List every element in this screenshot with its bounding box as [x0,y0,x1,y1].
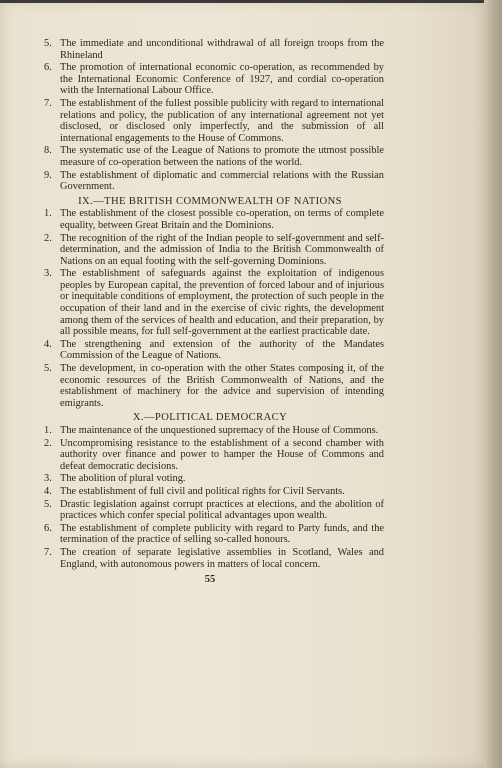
section-heading-political-democracy: X.—POLITICAL DEMOCRACY [132,412,288,424]
list-item: 6. The promotion of international economic co-operation, as recommended by the International Economic Conference of 1927, and cordial co-operation with the International Labour Office. [44,62,384,97]
page-number: 55 [204,574,216,586]
list-item: 1. The establishment of the closest possible co-operation, on terms of complete equality, between Great Britain and the Dominions. [44,208,384,231]
list-item: 6. The establishment of complete publicity with regard to Party funds, and the termination of the practice of selling so-called honours. [44,522,384,546]
list-item: 9. The establishment of diplomatic and commercial relations with the Russian Government. [44,169,384,193]
section-commonwealth-list [36,208,384,409]
top-edge-line [0,0,484,3]
page-edge [484,0,502,768]
list-item: 4. The strengthening and extension of the authority of the Mandates Commission of the League of Nations. [44,338,384,362]
list-item: 2. The recognition of the right of the Indian people to self-government and self-determination, and the admission of India to the British Commonwealth of Nations on an equal footing with the self-governing Dominions. [44,232,384,267]
list-item: 2. Uncompromising resistance to the establishment of a second chamber with authority over finance and power to hamper the House of Commons and defeat democratic decisions. [44,437,384,472]
list-item: 4. The establishment of full civil and political rights for Civil Servants. [44,485,345,497]
section-political-democracy-list [36,425,384,570]
list-item: 3. The abolition of plural voting. [44,473,186,485]
list-item: 5. Drastic legislation against corrupt practices at elections, and the abolition of practices which confer special political advantages upon wealth. [44,498,384,522]
list-item: 7. The creation of separate legislative assemblies in Scotland, Wales and England, with autonomous powers in matters of local concern. [44,546,384,570]
section-foreign-policy-list [36,38,384,193]
list-item: 7. The establishment of the fullest possible publicity with regard to international relations and policy, the publication of any international agreement not yet disclosed, or disclosed only imperfectly, and the submission of all international engagements to the House of Commons. [44,97,384,144]
list-item: 8. The systematic use of the League of Nations to promote the utmost possible measure of co-operation between the nations of the world. [44,145,384,168]
page-content [36,38,384,586]
list-item: 1. The maintenance of the unquestioned supremacy of the House of Commons. [44,425,379,436]
list-item: 3. The establishment of safeguards against the exploitation of indigenous peoples by European capital, the prevention of forced labour and of injurious or inequitable conditions of employment, the protection of such people in the occupation of their land and in the exercise of civic rights, the development among them of the services of health and education, and their preparation, by all possible means, for full self-government at the earliest practicable date. [44,268,384,338]
list-item: 5. The immediate and unconditional withdrawal of all foreign troops from the Rhineland [44,38,384,61]
section-heading-commonwealth: IX.—THE BRITISH COMMONWEALTH OF NATIONS [78,195,342,207]
list-item: 5. The development, in co-operation with the other States composing it, of the economic resources of the British Commonwealth of Nations, and the establishment of machinery for the advice and supervision of intending emigrants. [44,363,384,409]
